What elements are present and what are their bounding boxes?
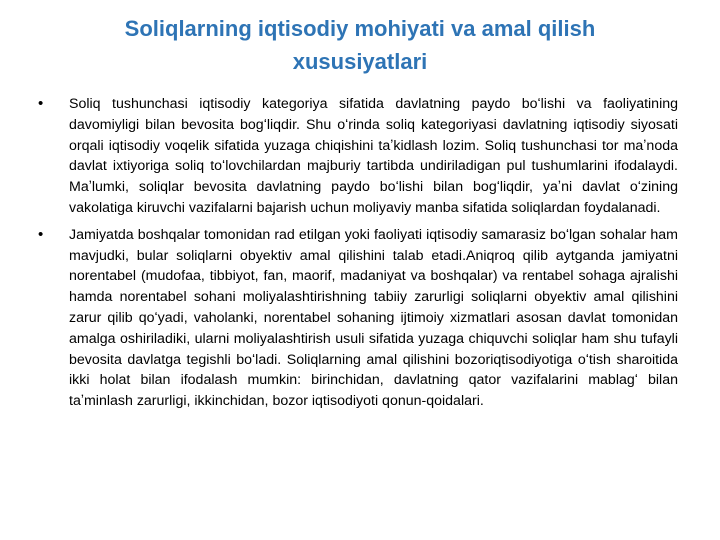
bullet-marker: • [38,225,44,243]
bullet-text-2: Jamiyatda boshqalar tomonidan rad etilgan yoki faoliyati iqtisodiy samarasiz boʻlgan sohalar ham mavjudki, bular soliqlarni obyektiv amal qilishini talab etadi.Aniqroq qilib aytganda jamiyatni norentabel (mudofaa, tibbiyot, fan, maorif, madaniyat va boshqalar) va rentabel sohaga ajralishi hamda norentabel sohani moliyalashtirishning tabiiy zarurligi soliqlarni obyektiv amal qilishini zarur qilib qoʻyadi, vaholanki, norentabel sohaning ijtimoiy xizmatlari asosan davlat tomonidan amalga oshiriladiki, ularni moliyalashtirish usuli sifatida yuzaga chiquvchi soliqlar ham shu tufayli bevosita davlatga tegishli boʻladi. Soliqlarning amal qilishini bozoriqtisodiyotiga oʻtish sharoitida ikki holat bilan ifodalash mumkin: birinchidan, davlatning qator vazifalarini mablagʻ bilan taʼminlash zarurligi, ikkinchidan, bozor iqtisodiyoti qonun-qoidalari. [69,226,678,410]
bullet-item [38,94,678,219]
bullet-text-1: Soliq tushunchasi iqtisodiy kategoriya sifatida davlatning paydo boʻlishi va faoliyatining davomiyligi bilan bevosita bogʻliqdir. Shu oʻrinda soliq kategoriyasi davlatning iqtisodiy siyosati orqali iqtisodiy voqelik sifatida yuzaga chiqishini taʼkidlash lozim. Soliq tushunchasi tor maʼnoda davlat ixtiyoriga soliq toʻlovchilardan majburiy tartibda undiriladigan pul tushumlarini ifodalaydi. Maʼlumki, soliqlar bevosita davlatning paydo boʻlishi bilan bogʻliqdir, yaʼni davlat oʻzining vakolatiga kiruvchi vazifalarni bajarish uchun moliyaviy manba sifatida soliqlardan foydalanadi. [69,96,678,216]
slide-title: Soliqlarning iqtisodiy mohiyati va amal qilish xususiyatlari [124,16,596,74]
bullet-marker: • [38,95,44,112]
bullet-item [38,225,678,412]
bullet-list [38,94,678,418]
